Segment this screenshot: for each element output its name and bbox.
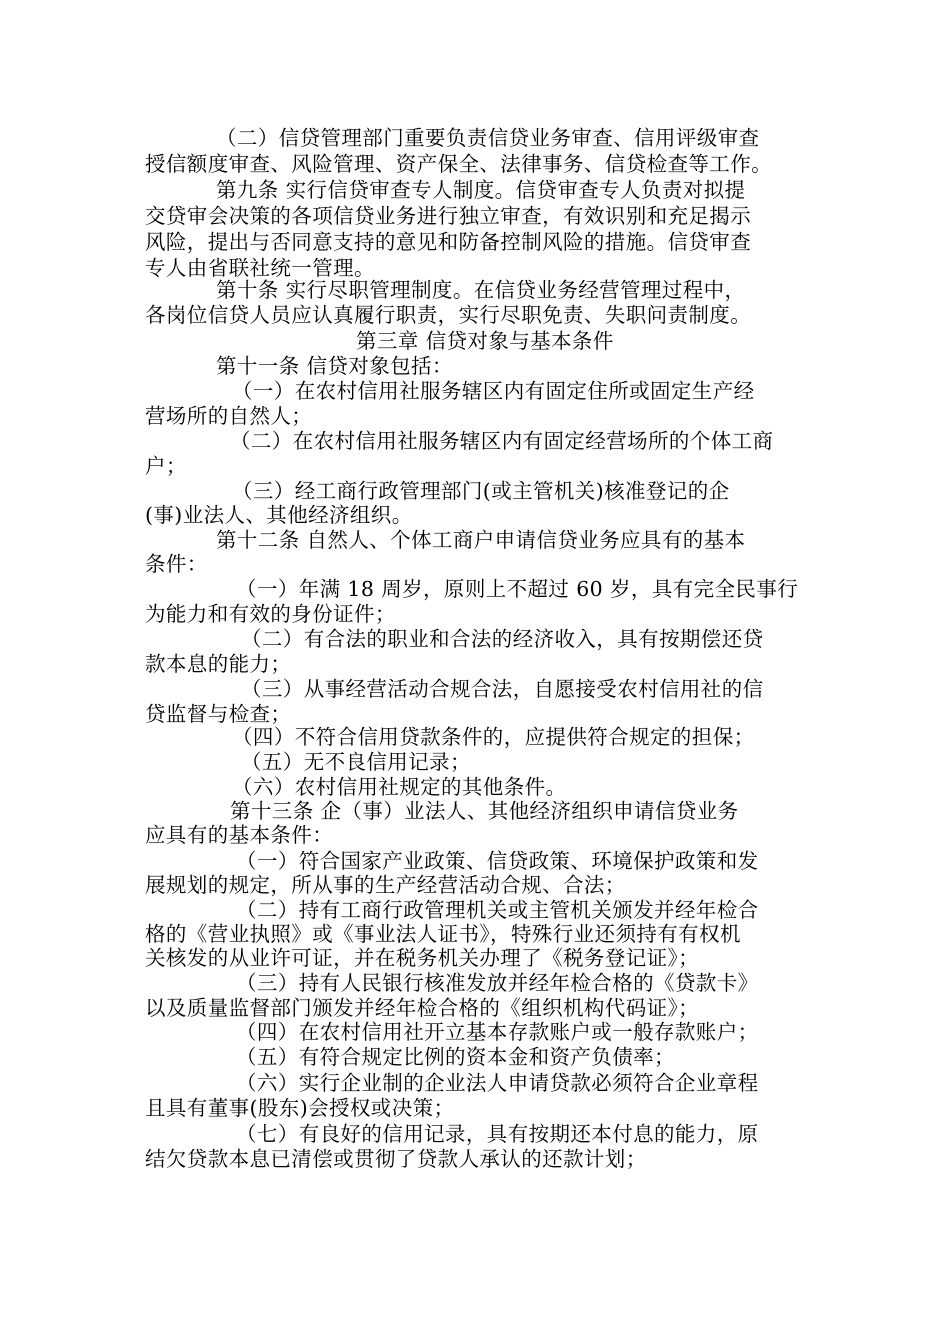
text-line: 结欠贷款本息已清偿或贯彻了贷款人承认的还款计划； bbox=[145, 1147, 647, 1171]
list-item: （五）无不良信用记录； bbox=[241, 750, 471, 774]
text-line: 且具有董事(股东)会授权或决策； bbox=[145, 1096, 455, 1120]
text-line: (事)业法人、其他经济组织。 bbox=[145, 503, 413, 527]
list-item: （三）从事经营活动合规合法，自愿接受农村信用社的信 bbox=[241, 677, 764, 701]
list-item: （四）在农村信用社开立基本存款账户或一般存款账户； bbox=[236, 1020, 759, 1044]
article-heading: 第十三条 企（事）业法人、其他经济组织申请信贷业务 bbox=[230, 799, 739, 823]
text-line: 关核发的从业许可证，并在税务机关办理了《税务登记证》； bbox=[145, 946, 700, 970]
article-heading: 第十条 实行尽职管理制度。在信贷业务经营管理过程中， bbox=[216, 278, 746, 302]
list-item: （五）有符合规定比例的资本金和资产负债率； bbox=[236, 1045, 675, 1069]
text-line: 格的《营业执照》或《事业法人证书》，特殊行业还须持有有权机 bbox=[145, 922, 741, 946]
text-line: 以及质量监督部门颁发并经年检合格的《组织机构代码证》； bbox=[145, 996, 700, 1020]
article-heading: 第十一条 信贷对象包括： bbox=[216, 354, 453, 378]
list-item: （二）有合法的职业和合法的经济收入，具有按期偿还贷 bbox=[241, 627, 764, 651]
text-line: 款本息的能力； bbox=[145, 652, 292, 676]
list-item: （三）持有人民银行核准发放并经年检合格的《贷款卡》 bbox=[236, 971, 759, 995]
list-item: （一）在农村信用社服务辖区内有固定住所或固定生产经 bbox=[232, 379, 755, 403]
text-line: 展规划的规定，所从事的生产经营活动合规、合法； bbox=[145, 873, 626, 897]
list-item: （一）年满 18 周岁，原则上不超过 60 岁，具有完全民事行 bbox=[236, 577, 799, 601]
text-line: 风险，提出与否同意支持的意见和防备控制风险的措施。信贷审查 bbox=[145, 230, 752, 254]
text-line: 营场所的自然人； bbox=[145, 404, 313, 428]
list-item: （三）经工商行政管理部门(或主管机关)核准登记的企 bbox=[232, 479, 730, 503]
text-line: （二）信贷管理部门重要负责信贷业务审查、信用评级审查 bbox=[216, 126, 760, 150]
text-line: 授信额度审查、风险管理、资产保全、法律事务、信贷检查等工作。 bbox=[145, 152, 772, 176]
article-heading: 第九条 实行信贷审查专人制度。信贷审查专人负责对拟提 bbox=[216, 178, 746, 202]
text-line: 贷监督与检查； bbox=[145, 702, 292, 726]
list-item: （六）实行企业制的企业法人申请贷款必须符合企业章程 bbox=[236, 1071, 759, 1095]
text-line: 专人由省联社统一管理。 bbox=[145, 256, 375, 280]
article-heading: 第十二条 自然人、个体工商户申请信贷业务应具有的基本 bbox=[216, 528, 746, 552]
text-line: 条件： bbox=[145, 552, 208, 576]
text-line: 为能力和有效的身份证件； bbox=[145, 602, 396, 626]
list-item: （四）不符合信用贷款条件的，应提供符合规定的担保； bbox=[232, 725, 755, 749]
text-line: 交贷审会决策的各项信贷业务进行独立审查，有效识别和充足揭示 bbox=[145, 204, 752, 228]
list-item: （一）符合国家产业政策、信贷政策、环境保护政策和发 bbox=[236, 849, 759, 873]
text-line: 应具有的基本条件： bbox=[145, 823, 334, 847]
list-item: （二）在农村信用社服务辖区内有固定经营场所的个体工商 bbox=[230, 429, 774, 453]
list-item: （二）持有工商行政管理机关或主管机关颁发并经年检合 bbox=[236, 898, 759, 922]
list-item: （六）农村信用社规定的其他条件。 bbox=[232, 775, 567, 799]
text-line: 各岗位信贷人员应认真履行职责，实行尽职免责、失职问责制度。 bbox=[145, 303, 752, 327]
text-line: 户； bbox=[145, 454, 187, 478]
chapter-heading: 第三章 信贷对象与基本条件 bbox=[356, 329, 614, 353]
list-item: （七）有良好的信用记录，具有按期还本付息的能力，原 bbox=[236, 1122, 759, 1146]
